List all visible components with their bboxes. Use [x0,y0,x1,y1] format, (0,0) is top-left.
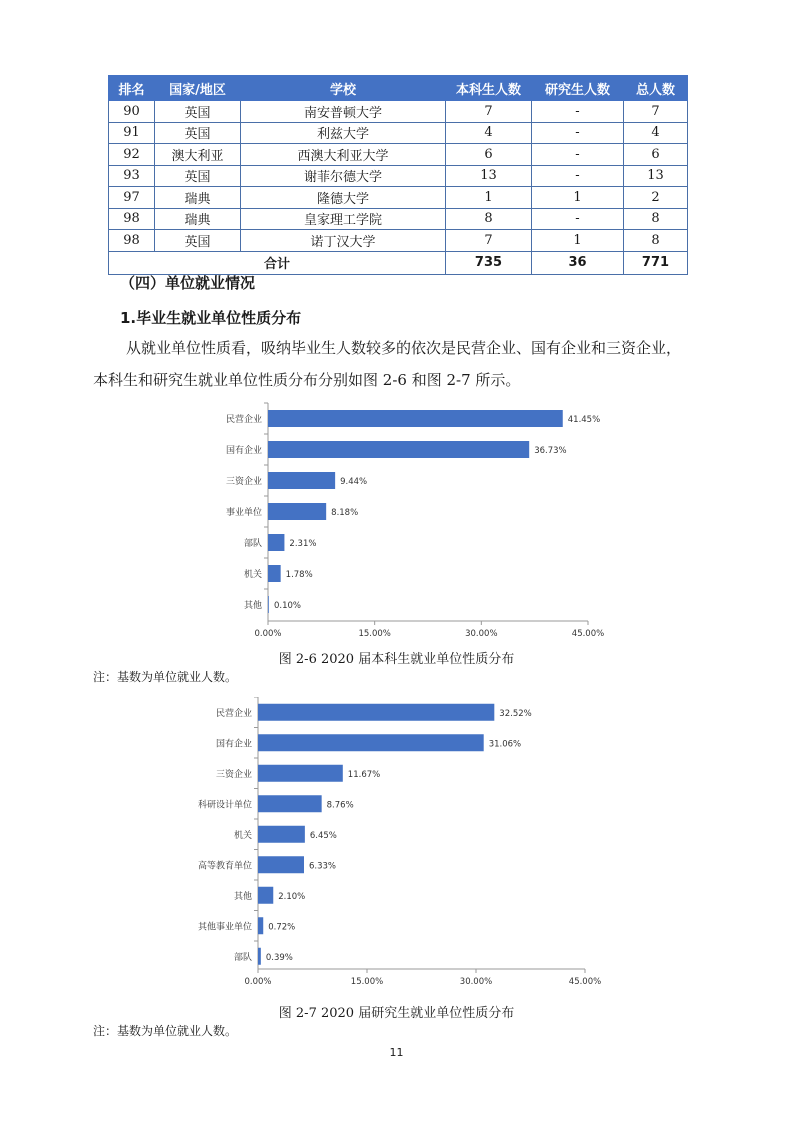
subsection-heading: 1.毕业生就业单位性质分布 [120,309,302,327]
value-label: 8.76% [326,800,354,811]
value-label: 2.31% [289,539,317,549]
cell-grad: - [532,101,624,123]
cell-country: 瑞典 [155,187,241,209]
value-label: 36.73% [534,446,567,456]
category-label: 机关 [243,570,262,580]
value-label: 41.45% [567,415,601,425]
cell-undergrad: 6 [446,144,532,166]
bar [258,856,304,873]
bar [268,410,563,427]
paragraph-line-2: 本科生和研究生就业单位性质分布分别如图 2-6 和图 2-7 所示。 [93,371,521,389]
table-total-row [109,251,688,274]
cell-country: 瑞典 [155,208,241,230]
value-label: 0.72% [268,922,296,933]
chart-undergrad [180,400,620,640]
note-undergrad: 注：基数为单位就业人数。 [93,670,238,684]
cell-rank: 98 [109,208,155,230]
value-label: 9.44% [340,477,368,487]
cell-country: 英国 [155,230,241,252]
bar [258,826,305,843]
table-row [109,187,688,209]
cell-grad: - [532,165,624,187]
section-heading: （四）单位就业情况 [120,274,256,292]
bar [268,472,335,489]
header-total: 总人数 [624,76,688,101]
value-label: 11.67% [347,769,381,780]
cell-undergrad: 1 [446,187,532,209]
table-row [109,230,688,252]
bar [268,441,529,458]
cell-total: 7 [624,101,688,123]
x-tick-label: 30.00% [459,977,493,987]
bar [258,765,343,782]
header-undergrad: 本科生人数 [446,76,532,101]
cell-school: 诺丁汉大学 [241,230,446,252]
bar [258,948,261,965]
category-label: 事业单位 [225,508,262,518]
cell-school: 西澳大利亚大学 [241,144,446,166]
cell-total: 8 [624,208,688,230]
x-tick-label: 0.00% [244,977,272,987]
cell-undergrad: 13 [446,165,532,187]
paragraph-line-1: 从就业单位性质看，吸纳毕业生人数较多的依次是民营企业、国有企业和三资企业， [126,339,682,357]
x-tick-label: 45.00% [568,977,602,987]
cell-undergrad: 7 [446,101,532,123]
cell-grad: 1 [532,230,624,252]
cell-grad: - [532,122,624,144]
value-label: 0.10% [274,601,302,611]
category-label: 部队 [243,539,262,549]
value-label: 2.10% [278,891,306,902]
value-label: 1.78% [285,570,313,580]
category-label: 三资企业 [225,477,262,487]
cell-rank: 97 [109,187,155,209]
category-label: 高等教育单位 [197,861,252,872]
cell-country: 英国 [155,122,241,144]
header-school: 学校 [241,76,446,101]
cell-country: 英国 [155,101,241,123]
header-country: 国家/地区 [155,76,241,101]
value-label: 6.33% [308,861,337,872]
cell-undergrad: 7 [446,230,532,252]
chart-grad-caption: 图 2-7 2020 届研究生就业单位性质分布 [278,1006,515,1021]
category-label: 科研设计单位 [197,800,252,811]
x-tick-label: 45.00% [571,629,605,639]
x-tick-label: 30.00% [465,629,498,639]
ranking-table [108,75,688,275]
total-grad: 36 [532,251,624,274]
category-label: 民营企业 [215,708,252,719]
x-tick-label: 15.00% [350,977,384,987]
header-rank: 排名 [109,76,155,101]
header-grad: 研究生人数 [532,76,624,101]
cell-rank: 90 [109,101,155,123]
category-label: 国有企业 [215,739,252,750]
category-label: 部队 [233,952,252,963]
total-all: 771 [624,251,688,274]
cell-total: 8 [624,230,688,252]
category-label: 其他 [233,891,252,902]
cell-total: 13 [624,165,688,187]
cell-rank: 91 [109,122,155,144]
bar [258,917,263,934]
chart-grad [170,697,620,992]
note-grad: 注：基数为单位就业人数。 [93,1024,238,1038]
cell-undergrad: 8 [446,208,532,230]
page-number: 11 [389,1046,404,1059]
total-undergrad: 735 [446,251,532,274]
bar [268,565,281,582]
bar [258,704,494,721]
cell-rank: 98 [109,230,155,252]
cell-country: 澳大利亚 [155,144,241,166]
table-row [109,101,688,123]
value-label: 6.45% [309,830,337,841]
category-label: 其他 [243,601,262,611]
x-tick-label: 15.00% [358,629,391,639]
table-row [109,208,688,230]
category-label: 民营企业 [225,415,262,425]
cell-rank: 93 [109,165,155,187]
chart-undergrad-caption: 图 2-6 2020 届本科生就业单位性质分布 [278,652,515,667]
value-label: 0.39% [265,952,293,963]
cell-school: 隆德大学 [241,187,446,209]
bar [258,887,273,904]
x-tick-label: 0.00% [254,629,282,639]
table-row [109,144,688,166]
bar [268,534,284,551]
cell-school: 谢菲尔德大学 [241,165,446,187]
cell-total: 4 [624,122,688,144]
cell-school: 利兹大学 [241,122,446,144]
bar [268,596,269,613]
table-header-row [109,76,688,101]
cell-grad: 1 [532,187,624,209]
total-label: 合计 [109,251,446,274]
table-row [109,122,688,144]
cell-grad: - [532,208,624,230]
cell-school: 南安普顿大学 [241,101,446,123]
category-label: 机关 [233,830,252,841]
cell-school: 皇家理工学院 [241,208,446,230]
cell-country: 英国 [155,165,241,187]
category-label: 三资企业 [215,769,252,780]
value-label: 31.06% [488,739,522,750]
category-label: 其他事业单位 [197,922,252,933]
bar [268,503,326,520]
cell-total: 2 [624,187,688,209]
value-label: 8.18% [331,508,359,518]
value-label: 32.52% [499,708,532,719]
category-label: 国有企业 [225,446,262,456]
bar [258,795,322,812]
bar [258,734,484,751]
cell-grad: - [532,144,624,166]
cell-total: 6 [624,144,688,166]
cell-rank: 92 [109,144,155,166]
table-row [109,165,688,187]
cell-undergrad: 4 [446,122,532,144]
